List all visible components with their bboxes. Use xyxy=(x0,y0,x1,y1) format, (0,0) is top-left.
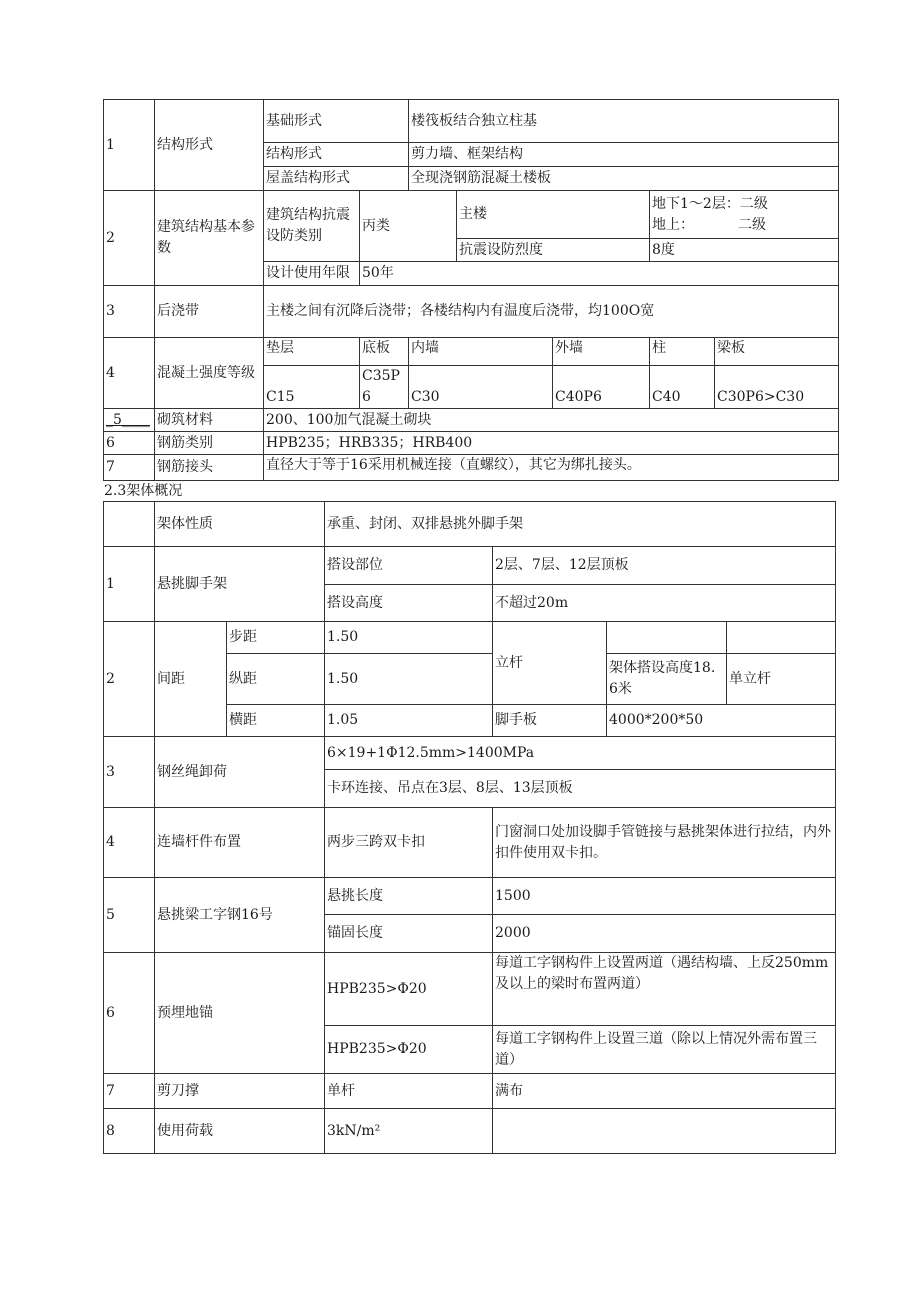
position-value: 2层、7层、12层顶板 xyxy=(493,547,836,585)
concrete-value: C15 xyxy=(264,366,360,409)
board-value: 4000*200*50 xyxy=(607,705,836,737)
row-title: 砌筑材料 xyxy=(155,409,264,432)
row-title: 钢筋类别 xyxy=(155,432,264,455)
anchor-length-value: 2000 xyxy=(493,915,836,953)
concrete-value: C30P6>C30 xyxy=(715,366,839,409)
pole-label: 立杆 xyxy=(493,622,607,705)
position-label: 搭设部位 xyxy=(325,547,493,585)
seismic-class-label: 建筑结构抗震设防类别 xyxy=(264,191,360,262)
concrete-header: 底板 xyxy=(360,338,409,366)
row-number xyxy=(104,409,155,432)
row-number: 7 xyxy=(104,1074,155,1109)
row-title: 钢筋接头 xyxy=(155,455,264,481)
concrete-value: C30 xyxy=(409,366,553,409)
anchor-desc: 每道工字钢构件上设置两道（遇结构墙、上反250mm及以上的梁时布置两道） xyxy=(493,953,836,1026)
grade-above xyxy=(652,215,836,236)
concrete-value: C40P6 xyxy=(553,366,650,409)
structure-value: 剪力墙、框架结构 xyxy=(409,143,839,167)
row-title: 悬挑脚手架 xyxy=(155,547,325,622)
row-number-underlined: _5____ xyxy=(106,411,150,428)
concrete-header: 柱 xyxy=(650,338,715,366)
row-number: 4 xyxy=(104,808,155,878)
concrete-value: C35P6 xyxy=(360,366,409,409)
step-label: 步距 xyxy=(227,622,325,654)
row-title: 预埋地锚 xyxy=(155,953,325,1074)
service-life-label: 设计使用年限 xyxy=(264,262,360,286)
row-number: 5 xyxy=(104,878,155,953)
concrete-value: C40 xyxy=(650,366,715,409)
row-number: 2 xyxy=(104,191,155,286)
row-title: 结构形式 xyxy=(155,100,264,191)
brace-type: 单杆 xyxy=(325,1074,493,1109)
structure-label: 结构形式 xyxy=(264,143,409,167)
board-label: 脚手板 xyxy=(493,705,607,737)
row-title: 架体性质 xyxy=(155,502,325,547)
row-number: 2 xyxy=(104,622,155,737)
row-number: 6 xyxy=(104,432,155,455)
row-number xyxy=(104,502,155,547)
intensity-label: 抗震设防烈度 xyxy=(457,239,650,262)
intensity-value: 8度 xyxy=(650,239,839,262)
wire-rope-points: 卡环连接、吊点在3层、8层、13层顶板 xyxy=(325,770,836,808)
row-title: 后浇带 xyxy=(155,286,264,338)
transverse-label: 横距 xyxy=(227,705,325,737)
load-value: 3kN∕m² xyxy=(325,1109,493,1154)
scaffold-type-value: 承重、封闭、双排悬挑外脚手架 xyxy=(325,502,836,547)
concrete-header: 梁板 xyxy=(715,338,839,366)
row-number: 1 xyxy=(104,547,155,622)
row-title: 混凝土强度等级 xyxy=(155,338,264,409)
row-number: 3 xyxy=(104,286,155,338)
roof-label: 屋盖结构形式 xyxy=(264,167,409,191)
row-title: 钢丝绳卸荷 xyxy=(155,737,325,808)
service-life-value: 50年 xyxy=(360,262,839,286)
wire-rope-spec: 6×19+1Φ12.5mm>1400MPa xyxy=(325,737,836,770)
single-pole-value: 单立杆 xyxy=(727,654,836,705)
scaffold-overview-table xyxy=(103,501,836,1154)
grade-above-label: 地上： xyxy=(652,216,694,233)
row-number: 6 xyxy=(104,953,155,1074)
concrete-header: 垫层 xyxy=(264,338,360,366)
main-building-label: 主楼 xyxy=(457,191,650,239)
row-number: 7 xyxy=(104,455,155,481)
concrete-header: 外墙 xyxy=(553,338,650,366)
row-number: 1 xyxy=(104,100,155,191)
grade-above-value: 二级 xyxy=(738,216,766,233)
overhang-length-value: 1500 xyxy=(493,878,836,915)
masonry-value: 200、100加气混凝土砌块 xyxy=(264,409,839,432)
row-number: 3 xyxy=(104,737,155,808)
anchor-spec: HPB235>Φ20 xyxy=(325,1026,493,1074)
row-title: 建筑结构基本参数 xyxy=(155,191,264,286)
transverse-value: 1.05 xyxy=(325,705,493,737)
anchor-spec: HPB235>Φ20 xyxy=(325,953,493,1026)
rebar-joint-value: 直径大于等于16采用机械连接（直螺纹），其它为绑扎接头。 xyxy=(264,455,839,481)
concrete-header: 内墙 xyxy=(409,338,553,366)
frame-height-value: 架体搭设高度18.6米 xyxy=(607,654,727,705)
step-value: 1.50 xyxy=(325,622,493,654)
seismic-class-value: 丙类 xyxy=(360,191,457,262)
height-value: 不超过20m xyxy=(493,585,836,622)
foundation-value: 楼筏板结合独立柱基 xyxy=(409,100,839,143)
structure-overview-table xyxy=(103,99,839,481)
row-title: 悬挑梁工字钢16号 xyxy=(155,878,325,953)
roof-value: 全现浇钢筋混凝土楼板 xyxy=(409,167,839,191)
grade-underground: 地下1～2层：二级 xyxy=(652,195,768,212)
anchor-length-label: 锚固长度 xyxy=(325,915,493,953)
empty-cell xyxy=(607,622,727,654)
row-title: 使用荷载 xyxy=(155,1109,325,1154)
row-title: 连墙杆件布置 xyxy=(155,808,325,878)
foundation-label: 基础形式 xyxy=(264,100,409,143)
empty-cell xyxy=(727,622,836,654)
overhang-length-label: 悬挑长度 xyxy=(325,878,493,915)
section-title: 2.3架体概况 xyxy=(104,483,183,499)
wall-tie-desc: 门窗洞口处加设脚手管链接与悬挑架体进行拉结，内外扣件使用双卡扣。 xyxy=(493,808,836,878)
height-label: 搭设高度 xyxy=(325,585,493,622)
row-number: 4 xyxy=(104,338,155,409)
wall-tie-method: 两步三跨双卡扣 xyxy=(325,808,493,878)
longitudinal-label: 纵距 xyxy=(227,654,325,705)
rebar-type-value: HPB235；HRB335；HRB400 xyxy=(264,432,839,455)
row-title: 剪刀撑 xyxy=(155,1074,325,1109)
row-title: 间距 xyxy=(155,622,227,737)
empty-cell xyxy=(493,1109,836,1154)
seismic-grade-cell xyxy=(650,191,839,239)
post-pour-strip-value: 主楼之间有沉降后浇带；各楼结构内有温度后浇带，均100O宽 xyxy=(264,286,839,338)
row-number: 8 xyxy=(104,1109,155,1154)
anchor-desc: 每道工字钢构件上设置三道（除以上情况外需布置三道） xyxy=(493,1026,836,1074)
brace-value: 满布 xyxy=(493,1074,836,1109)
longitudinal-value: 1.50 xyxy=(325,654,493,705)
